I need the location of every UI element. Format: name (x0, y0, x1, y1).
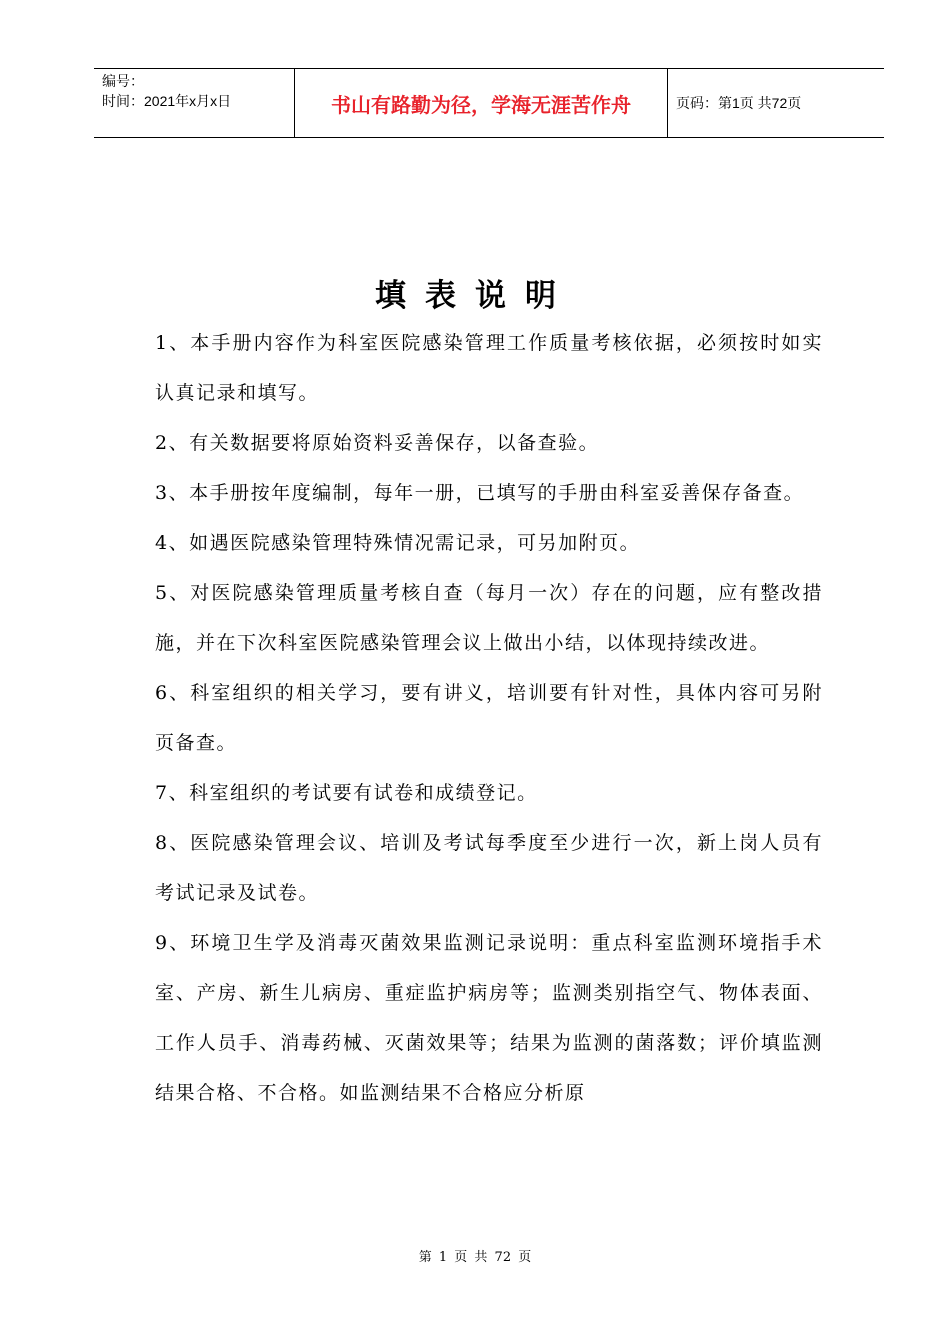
instruction-item: 7、科室组织的考试要有试卷和成绩登记。 (155, 782, 538, 804)
header-divider (667, 69, 668, 137)
instruction-item: 5、对医院感染管理质量考核自查（每月一次）存在的问题，应有整改措施，并在下次科室医院感染管理会议上做出小结，以体现持续改进。 (155, 582, 823, 654)
instruction-item: 6、科室组织的相关学习，要有讲义，培训要有针对性，具体内容可另附页备查。 (155, 682, 823, 754)
page-title: 填表说明 (375, 278, 575, 314)
instruction-item: 9、环境卫生学及消毒灭菌效果监测记录说明：重点科室监测环境指手术室、产房、新生儿病房、重症监护病房等；监测类别指空气、物体表面、工作人员手、消毒药械、灭菌效果等；结果为监测的菌落数；评价填监测结果合格、不合格。如监测结果不合格应分析原 (155, 932, 823, 1104)
instruction-item: 4、如遇医院感染管理特殊情况需记录，可另加附页。 (155, 532, 641, 554)
instruction-item: 8、医院感染管理会议、培训及考试每季度至少进行一次，新上岗人员有考试记录及试卷。 (155, 832, 823, 904)
instruction-item: 2、有关数据要将原始资料妥善保存，以备查验。 (155, 432, 600, 454)
header-meta (102, 71, 292, 111)
header-motto: 书山有路勤为径，学海无涯苦作舟 (331, 92, 631, 117)
document-time-label: 时间：2021年x月x日 (102, 93, 232, 109)
instruction-item: 3、本手册按年度编制，每年一册，已填写的手册由科室妥善保存备查。 (155, 482, 805, 504)
document-number-label: 编号： (102, 73, 144, 89)
instructions-body (155, 318, 823, 1118)
page-footer: 第 1 页 共 72 页 (418, 1250, 532, 1265)
page-header (94, 68, 884, 138)
header-page-info: 页码：第1页 共72页 (676, 95, 802, 111)
instruction-item: 1、本手册内容作为科室医院感染管理工作质量考核依据，必须按时如实认真记录和填写。 (155, 332, 823, 404)
